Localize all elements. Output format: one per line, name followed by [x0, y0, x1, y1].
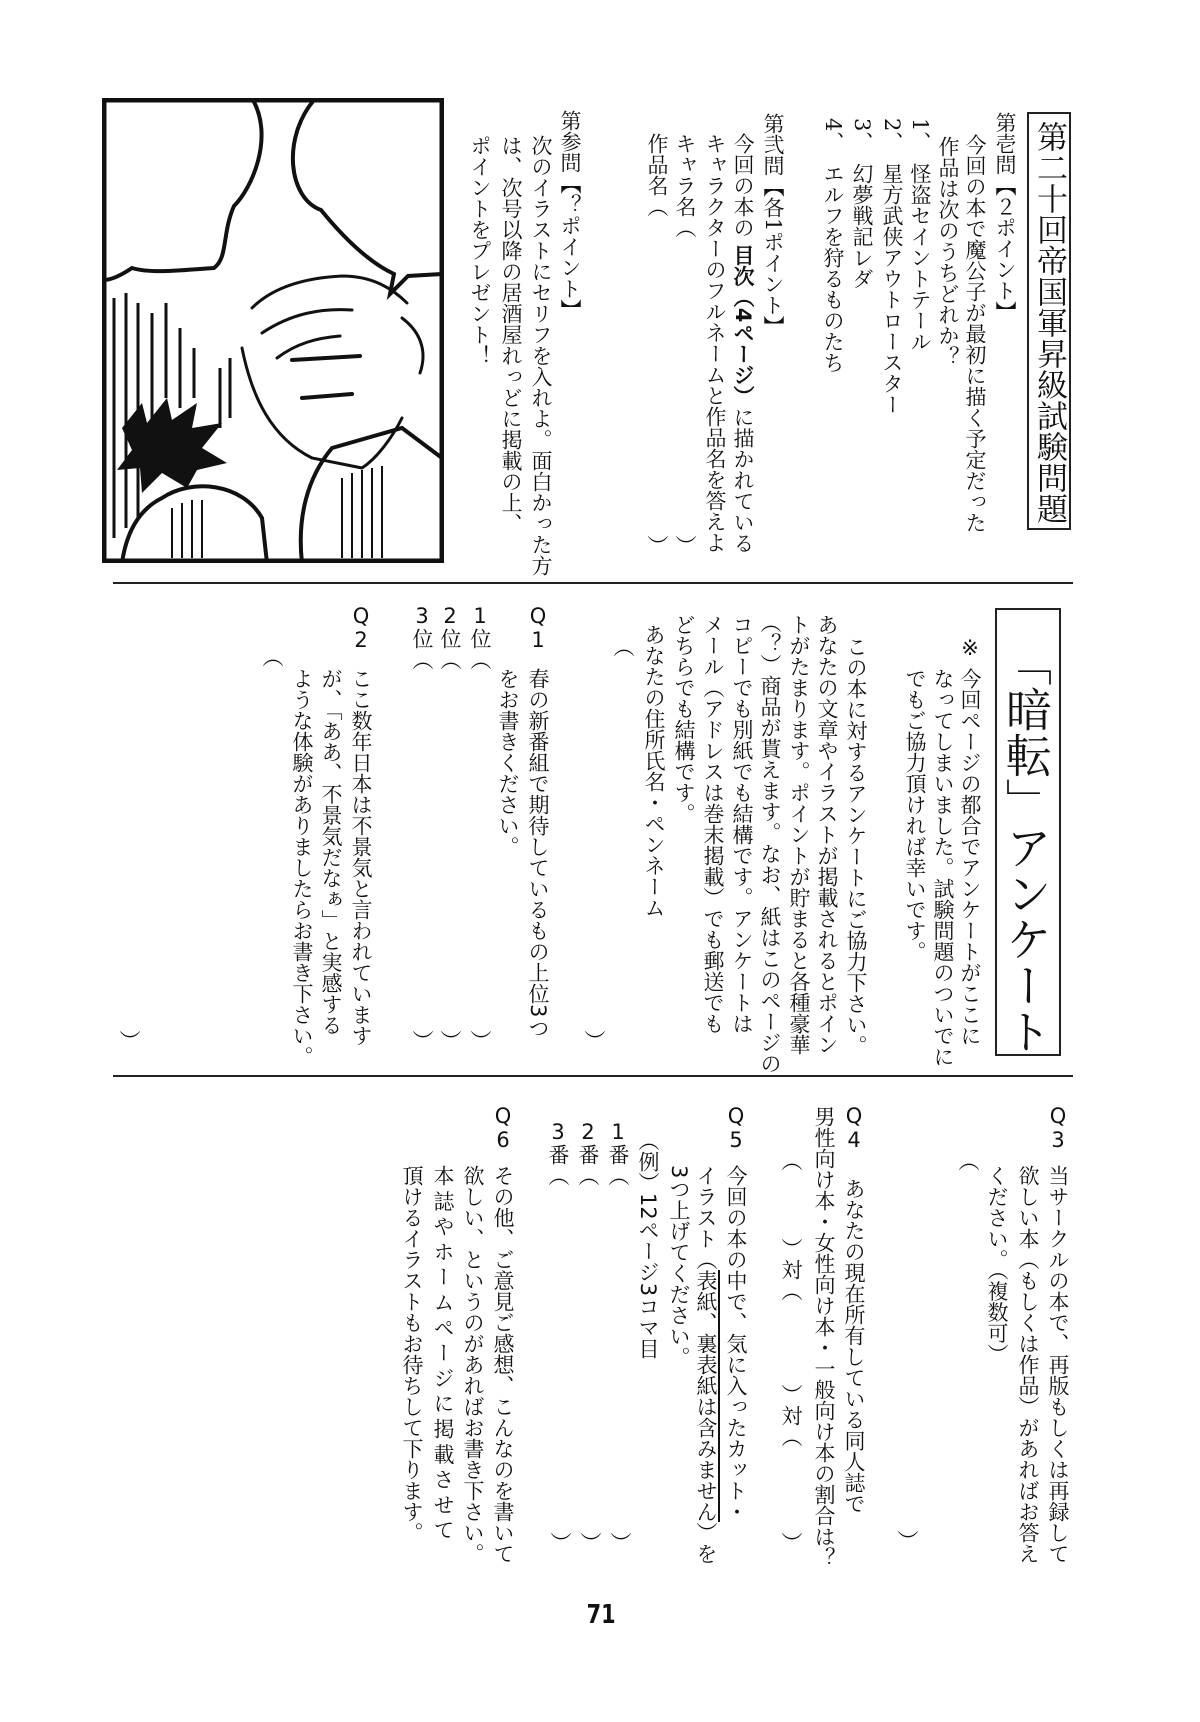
- intro-text: [816, 614, 838, 1055]
- text-segment: キャラクターのフルネームと作品名を答えよ: [703, 133, 727, 553]
- toc-reference: 目次（4ページ）: [731, 244, 755, 407]
- text-segment: 本誌やホームページに掲載させて: [431, 1165, 455, 1545]
- text-segment: 当サークルの本で、再版もしくは再録して: [1046, 1165, 1070, 1564]
- text-segment: 今回の本の中で、気に入ったカット・: [724, 1165, 748, 1522]
- intro-text: [673, 614, 695, 824]
- survey-q2-text: [350, 668, 372, 1046]
- survey-q5-text: [668, 1165, 690, 1367]
- paren: （: [546, 1165, 570, 1186]
- paren: （: [576, 1165, 600, 1186]
- text-segment: 春の新番組で期待しているもの上位3つ: [526, 668, 550, 1039]
- paren: （: [956, 1150, 980, 1171]
- text-segment: Q2: [349, 604, 373, 652]
- exam-q2-heading: [762, 113, 784, 336]
- underlined-note: 表紙、裏表紙は含みません: [694, 1270, 718, 1522]
- text-segment: 4、 エルフを狩るものたち: [821, 118, 845, 373]
- pick-3: [547, 1120, 569, 1186]
- text-segment: 3番: [546, 1120, 570, 1165]
- survey-q2-label: [350, 604, 372, 652]
- exam-q1-heading: [994, 112, 1016, 322]
- paren: （: [260, 646, 284, 667]
- survey-q5-label: [725, 1104, 747, 1152]
- text-segment: でもご協力頂ければ幸いです。: [903, 668, 927, 962]
- text-segment: ような体験がありましたらお書き下さい。: [290, 668, 314, 1067]
- text-segment: あなたの現在所有している同人誌で: [842, 1178, 866, 1514]
- open-paren: [957, 1150, 979, 1171]
- exam-title: 第二十回帝国軍昇級試験問題: [1027, 112, 1071, 530]
- note-mark: [959, 636, 981, 660]
- note-text: [959, 668, 981, 1046]
- close-paren: [609, 1532, 631, 1553]
- text-segment: 第参問【？ポイント】: [558, 110, 582, 320]
- exam-q3-text: [469, 135, 491, 366]
- close-paren: [674, 535, 696, 556]
- text-segment: が、「ああ、不景気だなぁ」と実感する: [319, 668, 343, 1036]
- text-segment: 頂けるイラストもお待ちして下ります。: [400, 1165, 424, 1543]
- paren: （: [606, 1165, 630, 1186]
- text-segment: 1番: [606, 1120, 630, 1165]
- exam-q2-text: [704, 133, 726, 553]
- text-segment: 1、 怪盗セイントテール: [908, 118, 932, 352]
- text-segment: なってしまいました。試験問題のついでに: [931, 668, 955, 1067]
- rank-3: [411, 604, 433, 670]
- paren: （: [779, 1150, 803, 1171]
- paren: （: [611, 636, 635, 657]
- survey-q1-text: [527, 668, 549, 1038]
- text-segment: どちらでも結構です。: [672, 614, 696, 824]
- survey-q4-text: [813, 1106, 835, 1568]
- text-segment: 第弐問【各1ポイント】: [761, 113, 785, 337]
- close-paren: [118, 1030, 140, 1051]
- text-segment: あなたの文章やイラストが掲載されるとポイン: [815, 614, 839, 1055]
- paren: （: [673, 217, 697, 238]
- open-paren: [261, 646, 283, 667]
- manga-illustration: [102, 98, 444, 563]
- text-segment: ）を: [694, 1522, 718, 1564]
- text-segment: コピーでも別紙でも結構です。アンケートは: [730, 614, 754, 1034]
- text-segment: 今回の本で魔公子が最初に描く予定だった: [963, 134, 987, 533]
- open-paren: [612, 636, 634, 657]
- survey-q6-text: [462, 1165, 484, 1564]
- paren: ）: [438, 1030, 462, 1051]
- exam-q3-text: [500, 135, 522, 534]
- exam-q1-text: [964, 134, 986, 533]
- paren: ）: [895, 1530, 919, 1551]
- paren: ）: [608, 1532, 632, 1553]
- survey-q6-label: [492, 1104, 514, 1152]
- survey-q5-text: [725, 1165, 747, 1522]
- paren: ）: [582, 1030, 606, 1051]
- text-segment: その他、ご意見ご感想、こんなのを書いて: [491, 1165, 515, 1564]
- paren: ）: [548, 1532, 572, 1553]
- survey-q4-label: [843, 1104, 865, 1152]
- address-label: [643, 624, 665, 918]
- exam-q1-option: [822, 118, 844, 373]
- text-segment: ※: [958, 636, 982, 660]
- paren: （: [645, 196, 669, 217]
- illustration-drawing: [102, 98, 444, 563]
- survey-q3-label: [1047, 1104, 1069, 1152]
- text-segment: 3位: [410, 604, 434, 649]
- close-paren: [579, 1532, 601, 1553]
- exam-q3-text: [530, 135, 552, 576]
- text-segment: Q5: [724, 1104, 748, 1152]
- text-segment: をお書きください。: [496, 668, 520, 857]
- pick-2: [577, 1120, 599, 1186]
- survey-q1-label: [527, 604, 549, 652]
- text-segment: 欲しい本（もしくは作品）があればお答え: [1016, 1165, 1040, 1564]
- note-text: [932, 668, 954, 1067]
- pick-1: [607, 1120, 629, 1186]
- ratio-separator: [780, 1384, 802, 1447]
- section-divider: [113, 1075, 1073, 1077]
- survey-q6-text: [492, 1165, 514, 1564]
- text-segment: 次のイラストにセリフを入れよ。面白かった方: [529, 135, 553, 576]
- text-segment: イラスト（: [694, 1165, 718, 1270]
- text-segment: ）対（: [779, 1238, 803, 1301]
- text-segment: （？）商品が貰えます。なお、紙はこのページの: [758, 612, 782, 1074]
- intro-text: [788, 614, 810, 1055]
- exam-q1-option: [851, 118, 873, 289]
- survey-q1-text: [497, 668, 519, 857]
- text-segment: ここ数年日本は不景気と言われています: [349, 668, 373, 1046]
- text-segment: 欲しい、というのがあればお書き下さい。: [461, 1165, 485, 1564]
- intro-text: [702, 614, 724, 1034]
- text-segment: ポイントをプレゼント！: [468, 135, 492, 366]
- exam-q3-heading: [559, 110, 581, 320]
- text-segment: Q6: [491, 1104, 515, 1152]
- text-segment: 作品は次のうちどれか？: [936, 136, 960, 367]
- section-divider: [113, 582, 1073, 584]
- exam-q2-field-title: [646, 133, 668, 217]
- text-segment: 3、 幻夢戦記レダ: [850, 118, 874, 289]
- text-segment: あなたの住所氏名・ペンネーム: [642, 624, 666, 918]
- text-segment: Q4: [842, 1104, 866, 1152]
- survey-q5-example: [637, 1130, 659, 1359]
- open-paren: [780, 1150, 802, 1171]
- survey-q2-text: [291, 668, 313, 1067]
- close-paren: [411, 1030, 433, 1051]
- survey-q6-text: [432, 1165, 454, 1545]
- text-segment: メール（アドレスは巻末掲載）でも郵送でも: [701, 614, 725, 1034]
- paren: ）: [779, 1532, 803, 1553]
- exam-q2-text: [732, 133, 754, 553]
- close-paren: [549, 1532, 571, 1553]
- paren: ）: [410, 1030, 434, 1051]
- intro-text: [845, 636, 867, 1056]
- text-segment: 今回の本の: [731, 133, 755, 245]
- rank-1: [469, 604, 491, 670]
- text-segment: キャラ名: [673, 133, 697, 217]
- text-segment: は、次号以降の居酒屋れっどに掲載の上、: [499, 135, 523, 534]
- text-segment: Q3: [1046, 1104, 1070, 1152]
- text-segment: 2番: [576, 1120, 600, 1165]
- text-segment: 今回ページの都合でアンケートがここに: [958, 668, 982, 1046]
- text-segment: 1位: [468, 604, 492, 649]
- page-number: 71: [586, 1600, 616, 1630]
- paren: ）: [645, 535, 669, 556]
- text-segment: Q1: [526, 604, 550, 652]
- text-segment: 第壱問【２ポイント】: [993, 112, 1017, 322]
- intro-text: [759, 612, 781, 1074]
- survey-q5-text: [695, 1165, 717, 1564]
- exam-q2-field-chara: [674, 133, 696, 238]
- text-segment: 男性向け本・女性向け本・一般向け本の割合は？: [812, 1106, 836, 1568]
- survey-q3-text: [1017, 1165, 1039, 1564]
- survey-q6-text: [401, 1165, 423, 1543]
- paren: ）: [117, 1030, 141, 1051]
- text-segment: 2位: [438, 604, 462, 649]
- survey-q3-text: [1047, 1165, 1069, 1564]
- text-segment: ）対（: [779, 1384, 803, 1447]
- paren: （: [438, 649, 462, 670]
- ratio-separator: [780, 1238, 802, 1301]
- paren: （: [410, 649, 434, 670]
- close-paren: [646, 535, 668, 556]
- close-paren: [583, 1030, 605, 1051]
- exam-q1-option: [909, 118, 931, 352]
- text-segment: （例）12ページ3コマ目: [636, 1130, 660, 1360]
- text-segment: トがたまります。ポイントが貯まると各種豪華: [787, 614, 811, 1055]
- text-segment: 作品名: [645, 133, 669, 196]
- paren: ）: [578, 1532, 602, 1553]
- exam-q1-option: [881, 118, 903, 415]
- survey-title: 「暗転」アンケート: [995, 608, 1061, 1056]
- intro-text: [731, 614, 753, 1034]
- exam-q1-text: [937, 136, 959, 367]
- text-segment: に描かれている: [731, 406, 755, 554]
- text-segment: 3つ上げてください。: [667, 1165, 691, 1368]
- note-text: [904, 668, 926, 962]
- paren: ）: [468, 1030, 492, 1051]
- rank-2: [439, 604, 461, 670]
- close-paren: [469, 1030, 491, 1051]
- text-segment: この本に対するアンケートにご協力下さい。: [844, 636, 868, 1056]
- survey-q4-text: [843, 1178, 865, 1514]
- survey-q3-text: [986, 1165, 1008, 1365]
- paren: （: [468, 649, 492, 670]
- paren: ）: [673, 535, 697, 556]
- text-segment: 2、 星方武侠アウトロースター: [880, 118, 904, 415]
- close-paren: [439, 1030, 461, 1051]
- close-paren: [896, 1530, 918, 1551]
- text-segment: ください。（複数可）: [985, 1165, 1009, 1365]
- close-paren: [780, 1532, 802, 1553]
- survey-q2-text: [320, 668, 342, 1036]
